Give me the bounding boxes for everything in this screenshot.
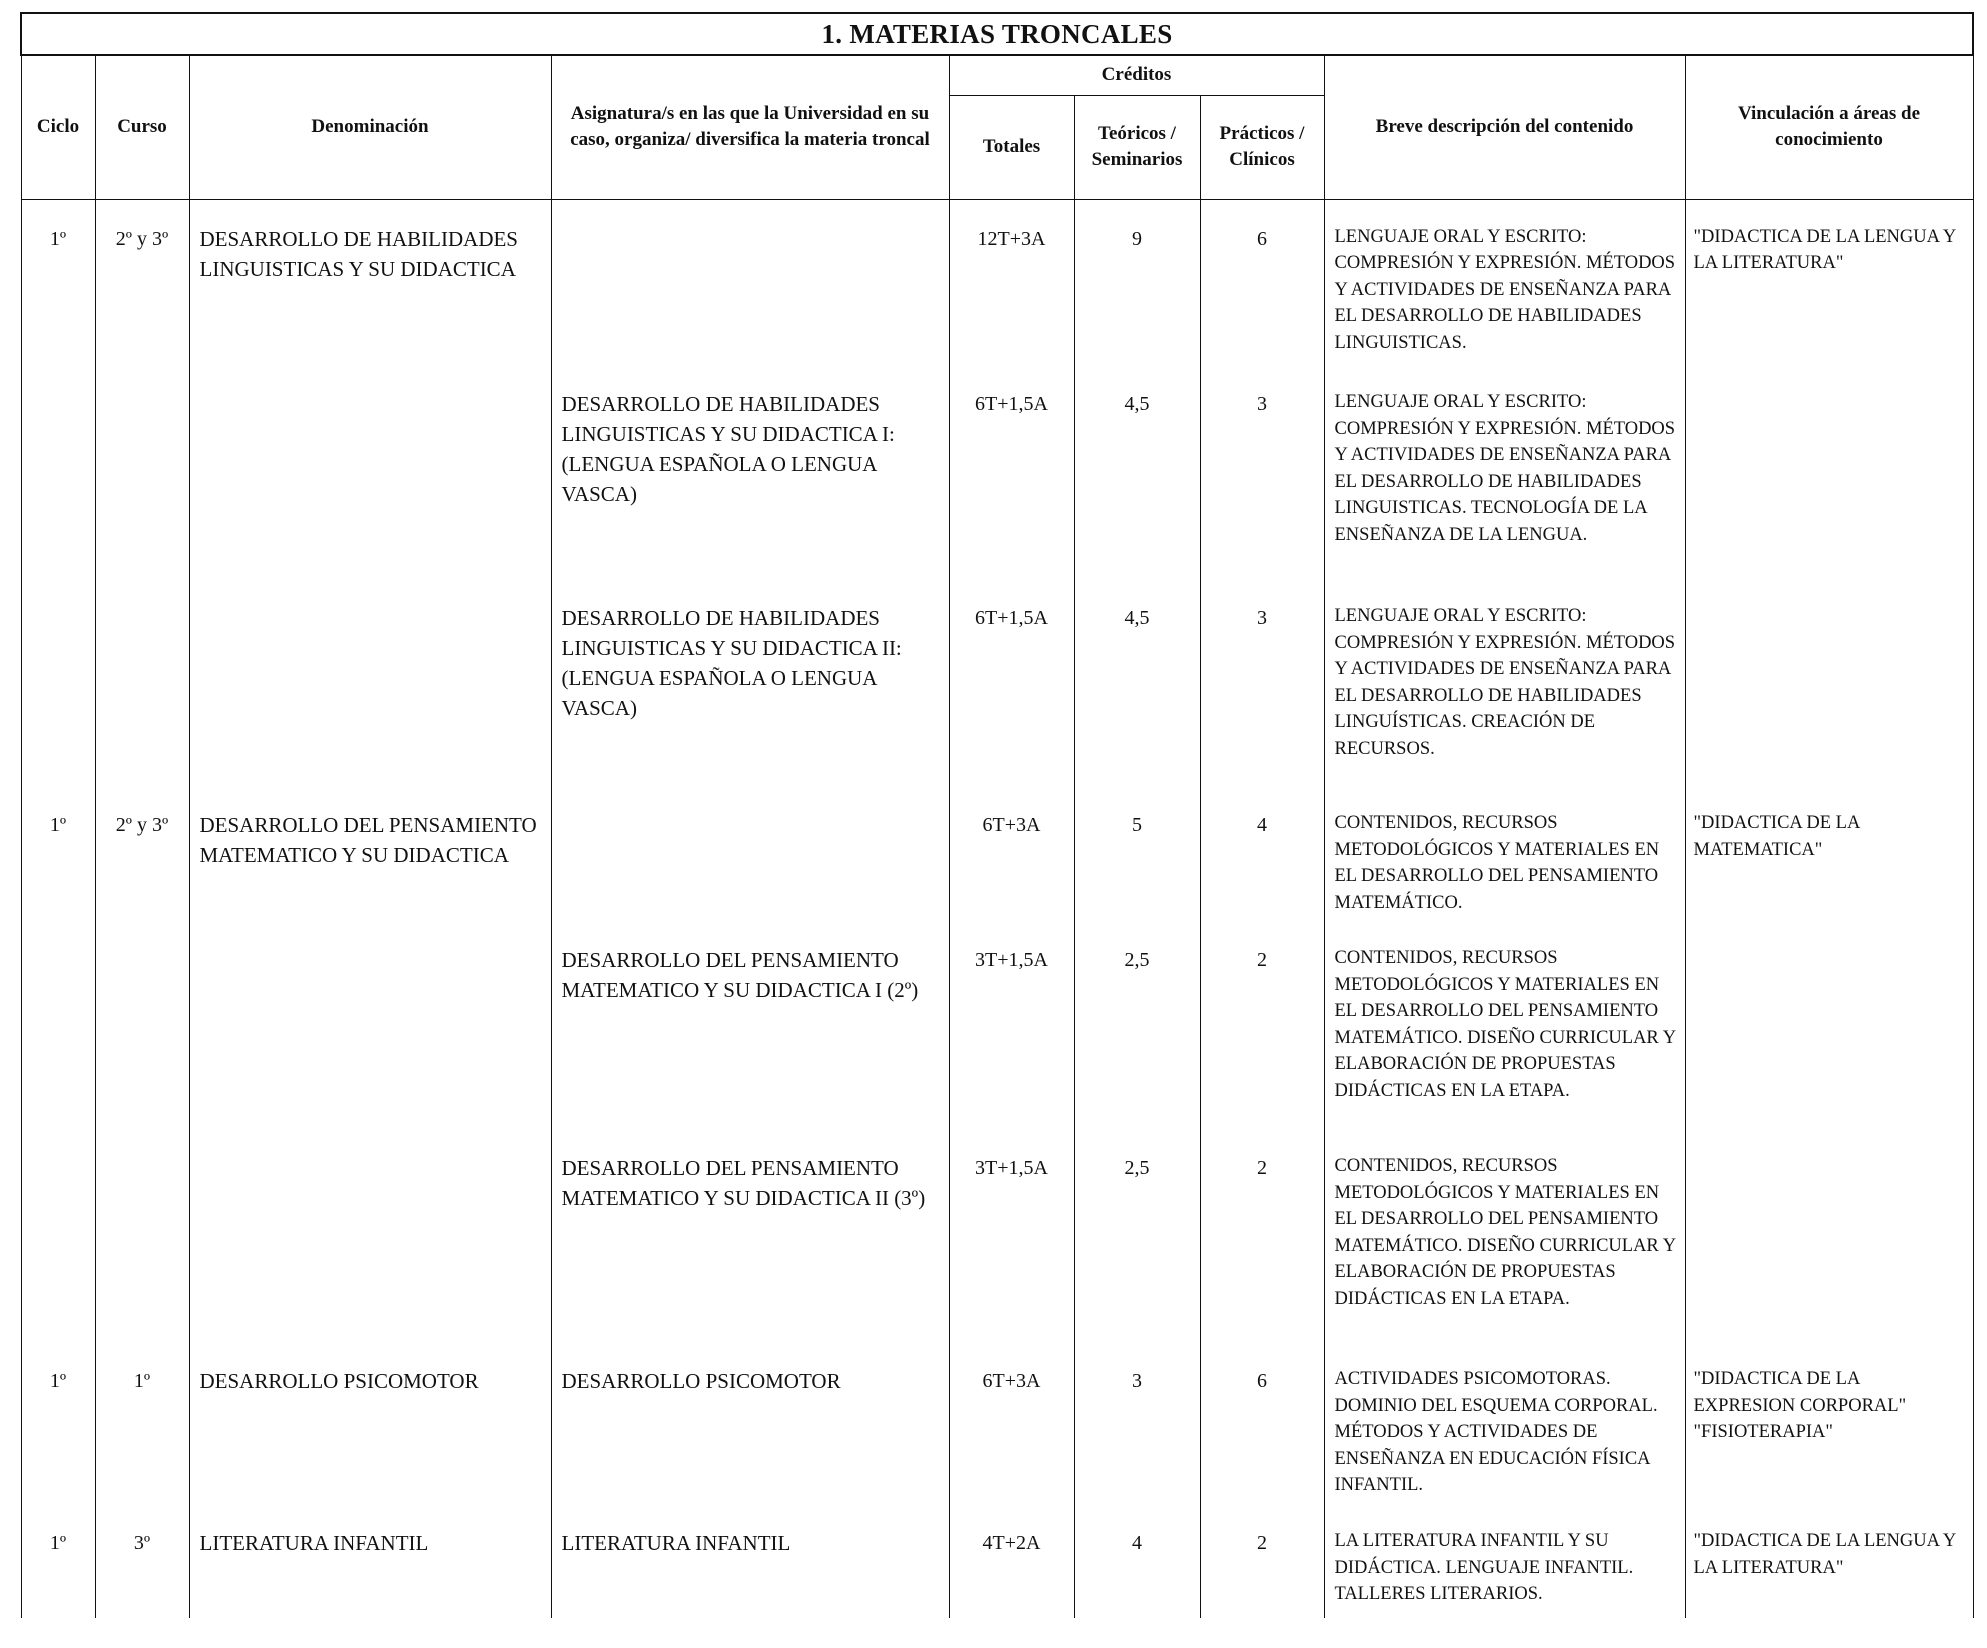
cell-practicos: 6: [1200, 1360, 1324, 1522]
table-row: [21, 804, 1973, 939]
table-row: [21, 939, 1973, 1147]
cell-asignatura: DESARROLLO DEL PENSAMIENTO MATEMATICO Y SU DIDACTICA II (3º): [551, 1147, 949, 1360]
cell-vinculacion: [1685, 383, 1973, 597]
cell-denominacion: [189, 383, 551, 597]
cell-practicos: 2: [1200, 1147, 1324, 1360]
header-totales: Totales: [949, 95, 1074, 199]
cell-teoricos: 3: [1074, 1360, 1200, 1522]
cell-curso: [95, 1147, 189, 1360]
cell-ciclo: 1º: [21, 199, 95, 383]
cell-ciclo: [21, 1147, 95, 1360]
cell-curso: [95, 939, 189, 1147]
cell-ciclo: 1º: [21, 804, 95, 939]
cell-teoricos: 2,5: [1074, 1147, 1200, 1360]
cell-teoricos: 2,5: [1074, 939, 1200, 1147]
cell-vinculacion: "DIDACTICA DE LA LENGUA Y LA LITERATURA": [1685, 1522, 1973, 1618]
cell-practicos: 3: [1200, 383, 1324, 597]
cell-vinculacion: "DIDACTICA DE LA LENGUA Y LA LITERATURA": [1685, 199, 1973, 383]
header-vinculacion: Vinculación a áreas de conocimiento: [1685, 55, 1973, 199]
header-creditos: Créditos: [949, 55, 1324, 95]
cell-teoricos: 4,5: [1074, 597, 1200, 804]
cell-totales: 6T+1,5A: [949, 597, 1074, 804]
table-row: [21, 597, 1973, 804]
cell-teoricos: 4: [1074, 1522, 1200, 1618]
cell-denominacion: [189, 939, 551, 1147]
cell-practicos: 3: [1200, 597, 1324, 804]
cell-descripcion: CONTENIDOS, RECURSOS METODOLÓGICOS Y MATERIALES EN EL DESARROLLO DEL PENSAMIENTO MATEMÁTICO. DISEÑO CURRICULAR Y ELABORACIÓN DE PROPUESTAS DIDÁCTICAS EN LA ETAPA.: [1324, 1147, 1685, 1360]
cell-teoricos: 5: [1074, 804, 1200, 939]
cell-totales: 6T+1,5A: [949, 383, 1074, 597]
cell-totales: 6T+3A: [949, 1360, 1074, 1522]
cell-descripcion: CONTENIDOS, RECURSOS METODOLÓGICOS Y MATERIALES EN EL DESARROLLO DEL PENSAMIENTO MATEMÁTICO. DISEÑO CURRICULAR Y ELABORACIÓN DE PROPUESTAS DIDÁCTICAS EN LA ETAPA.: [1324, 939, 1685, 1147]
table-row: [21, 1147, 1973, 1360]
cell-denominacion: DESARROLLO DE HABILIDADES LINGUISTICAS Y SU DIDACTICA: [189, 199, 551, 383]
cell-denominacion: LITERATURA INFANTIL: [189, 1522, 551, 1618]
cell-vinculacion: [1685, 939, 1973, 1147]
table-row: [21, 1360, 1973, 1522]
cell-asignatura: [551, 199, 949, 383]
table-row: [21, 199, 1973, 383]
cell-totales: 12T+3A: [949, 199, 1074, 383]
cell-practicos: 4: [1200, 804, 1324, 939]
header-curso: Curso: [95, 55, 189, 199]
cell-teoricos: 4,5: [1074, 383, 1200, 597]
table-title: 1. MATERIAS TRONCALES: [21, 13, 1973, 55]
cell-teoricos: 9: [1074, 199, 1200, 383]
cell-practicos: 2: [1200, 939, 1324, 1147]
cell-descripcion: ACTIVIDADES PSICOMOTORAS. DOMINIO DEL ESQUEMA CORPORAL. MÉTODOS Y ACTIVIDADES DE ENSEÑANZA EN EDUCACIÓN FÍSICA INFANTIL.: [1324, 1360, 1685, 1522]
cell-denominacion: [189, 1147, 551, 1360]
cell-practicos: 2: [1200, 1522, 1324, 1618]
cell-descripcion: LENGUAJE ORAL Y ESCRITO: COMPRESIÓN Y EXPRESIÓN. MÉTODOS Y ACTIVIDADES DE ENSEÑANZA PARA EL DESARROLLO DE HABILIDADES LINGUISTICAS. TECNOLOGÍA DE LA ENSEÑANZA DE LA LENGUA.: [1324, 383, 1685, 597]
cell-ciclo: [21, 597, 95, 804]
cell-curso: 3º: [95, 1522, 189, 1618]
cell-descripcion: CONTENIDOS, RECURSOS METODOLÓGICOS Y MATERIALES EN EL DESARROLLO DEL PENSAMIENTO MATEMÁTICO.: [1324, 804, 1685, 939]
cell-ciclo: [21, 939, 95, 1147]
cell-curso: [95, 597, 189, 804]
cell-asignatura: DESARROLLO DE HABILIDADES LINGUISTICAS Y SU DIDACTICA I: (LENGUA ESPAÑOLA O LENGUA VASCA): [551, 383, 949, 597]
table-row: [21, 383, 1973, 597]
cell-practicos: 6: [1200, 199, 1324, 383]
cell-curso: 2º y 3º: [95, 804, 189, 939]
curriculum-sheet: [20, 12, 1972, 1618]
cell-asignatura: DESARROLLO PSICOMOTOR: [551, 1360, 949, 1522]
materias-troncales-table: [20, 12, 1974, 1618]
cell-totales: 3T+1,5A: [949, 1147, 1074, 1360]
cell-asignatura: DESARROLLO DE HABILIDADES LINGUISTICAS Y SU DIDACTICA II: (LENGUA ESPAÑOLA O LENGUA VASCA): [551, 597, 949, 804]
cell-curso: 1º: [95, 1360, 189, 1522]
cell-descripcion: LA LITERATURA INFANTIL Y SU DIDÁCTICA. LENGUAJE INFANTIL. TALLERES LITERARIOS.: [1324, 1522, 1685, 1618]
cell-descripcion: LENGUAJE ORAL Y ESCRITO: COMPRESIÓN Y EXPRESIÓN. MÉTODOS Y ACTIVIDADES DE ENSEÑANZA PARA EL DESARROLLO DE HABILIDADES LINGUÍSTICAS. CREACIÓN DE RECURSOS.: [1324, 597, 1685, 804]
cell-curso: [95, 383, 189, 597]
header-practicos: Prácticos / Clínicos: [1200, 95, 1324, 199]
cell-denominacion: DESARROLLO PSICOMOTOR: [189, 1360, 551, 1522]
header-descripcion: Breve descripción del contenido: [1324, 55, 1685, 199]
table-row: [21, 1522, 1973, 1618]
cell-denominacion: [189, 597, 551, 804]
cell-vinculacion: "DIDACTICA DE LA MATEMATICA": [1685, 804, 1973, 939]
cell-asignatura: LITERATURA INFANTIL: [551, 1522, 949, 1618]
cell-vinculacion: "DIDACTICA DE LA EXPRESION CORPORAL" "FISIOTERAPIA": [1685, 1360, 1973, 1522]
cell-ciclo: [21, 383, 95, 597]
header-teoricos: Teóricos / Seminarios: [1074, 95, 1200, 199]
cell-totales: 3T+1,5A: [949, 939, 1074, 1147]
header-ciclo: Ciclo: [21, 55, 95, 199]
cell-ciclo: 1º: [21, 1522, 95, 1618]
cell-descripcion: LENGUAJE ORAL Y ESCRITO: COMPRESIÓN Y EXPRESIÓN. MÉTODOS Y ACTIVIDADES DE ENSEÑANZA PARA EL DESARROLLO DE HABILIDADES LINGUISTICAS.: [1324, 199, 1685, 383]
cell-vinculacion: [1685, 597, 1973, 804]
header-denominacion: Denominación: [189, 55, 551, 199]
header-asignatura: Asignatura/s en las que la Universidad en su caso, organiza/ diversifica la materia troncal: [551, 55, 949, 199]
cell-vinculacion: [1685, 1147, 1973, 1360]
cell-totales: 4T+2A: [949, 1522, 1074, 1618]
cell-totales: 6T+3A: [949, 804, 1074, 939]
cell-curso: 2º y 3º: [95, 199, 189, 383]
cell-ciclo: 1º: [21, 1360, 95, 1522]
cell-asignatura: [551, 804, 949, 939]
cell-denominacion: DESARROLLO DEL PENSAMIENTO MATEMATICO Y SU DIDACTICA: [189, 804, 551, 939]
cell-asignatura: DESARROLLO DEL PENSAMIENTO MATEMATICO Y SU DIDACTICA I (2º): [551, 939, 949, 1147]
